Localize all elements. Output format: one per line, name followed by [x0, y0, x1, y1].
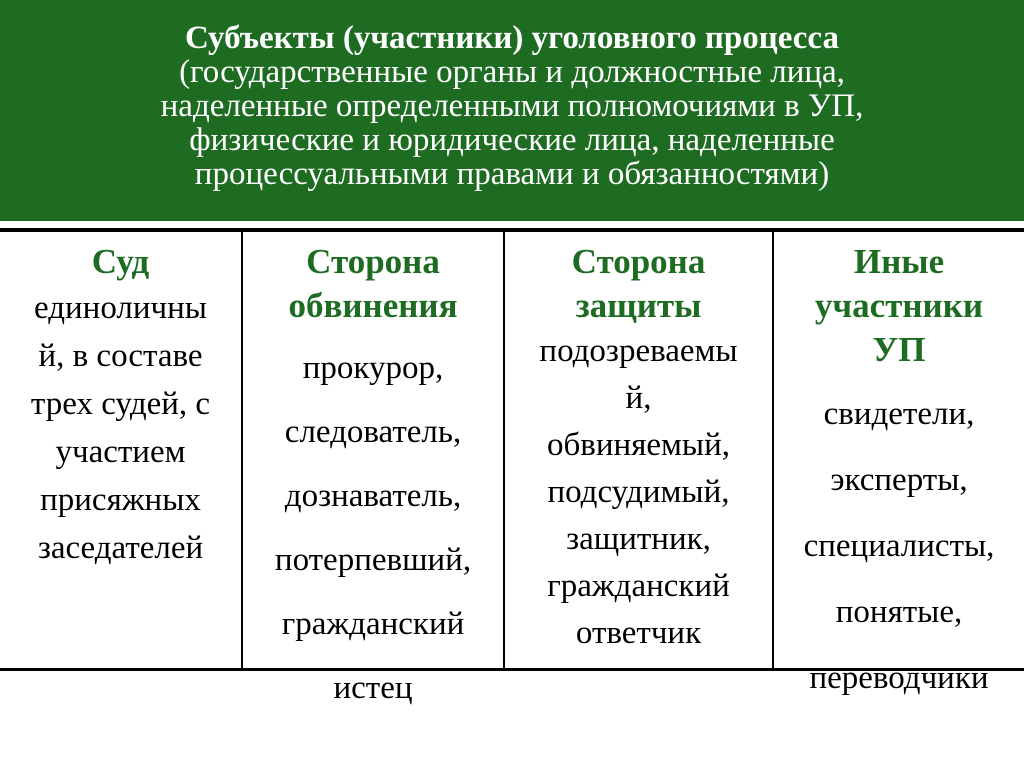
body-line: специалисты, [803, 528, 995, 564]
body-line: истец [333, 670, 413, 706]
column-body [774, 390, 1024, 702]
body-line: участием [55, 434, 186, 470]
body-line: трех судей, с [30, 386, 211, 422]
column-heading: Сторона [571, 242, 706, 281]
column-heading: защиты [575, 286, 702, 325]
body-line: понятые, [835, 594, 963, 630]
column-other-participants [774, 232, 1024, 696]
column-heading: участники [814, 286, 984, 325]
body-line: присяжных [40, 482, 201, 518]
header-banner [0, 0, 1024, 221]
header-title: Субъекты (участники) уголовного процесса [185, 20, 839, 56]
column-court [0, 232, 241, 668]
column-heading: Суд [91, 242, 150, 281]
body-line: прокурор, [302, 350, 444, 386]
body-line: свидетели, [823, 396, 975, 432]
body-line: дознаватель, [284, 478, 462, 514]
body-line: подсудимый, [547, 474, 730, 510]
body-line: следователь, [284, 414, 462, 450]
column-heading: Иные [853, 242, 945, 281]
body-line: переводчики [809, 660, 989, 696]
body-line: эксперты, [830, 462, 968, 498]
column-body [243, 344, 503, 712]
body-line: подозреваемы [539, 333, 738, 369]
body-line: й, в составе [38, 338, 203, 374]
body-line: й, [625, 380, 652, 416]
column-body [505, 328, 772, 657]
header-line: физические и юридические лица, наделенные [189, 122, 835, 158]
column-defense [505, 232, 772, 668]
column-heading: обвинения [288, 286, 458, 325]
body-line: ответчик [575, 615, 702, 651]
body-line: гражданский [281, 606, 465, 642]
body-line: защитник, [566, 521, 711, 557]
column-heading: Сторона [306, 242, 440, 281]
body-line: заседателей [37, 530, 204, 566]
body-line: обвиняемый, [547, 427, 730, 463]
header-line: (государственные органы и должностные лица, [179, 54, 845, 90]
header-line: процессуальными правами и обязанностями) [194, 156, 830, 192]
column-body [0, 284, 241, 572]
column-heading: УП [872, 330, 926, 369]
body-line: единоличны [34, 290, 207, 326]
header-line: наделенные определенными полномочиями в УП, [160, 88, 864, 124]
body-line: гражданский [547, 568, 730, 604]
body-line: потерпевший, [274, 542, 472, 578]
column-prosecution [243, 232, 503, 706]
